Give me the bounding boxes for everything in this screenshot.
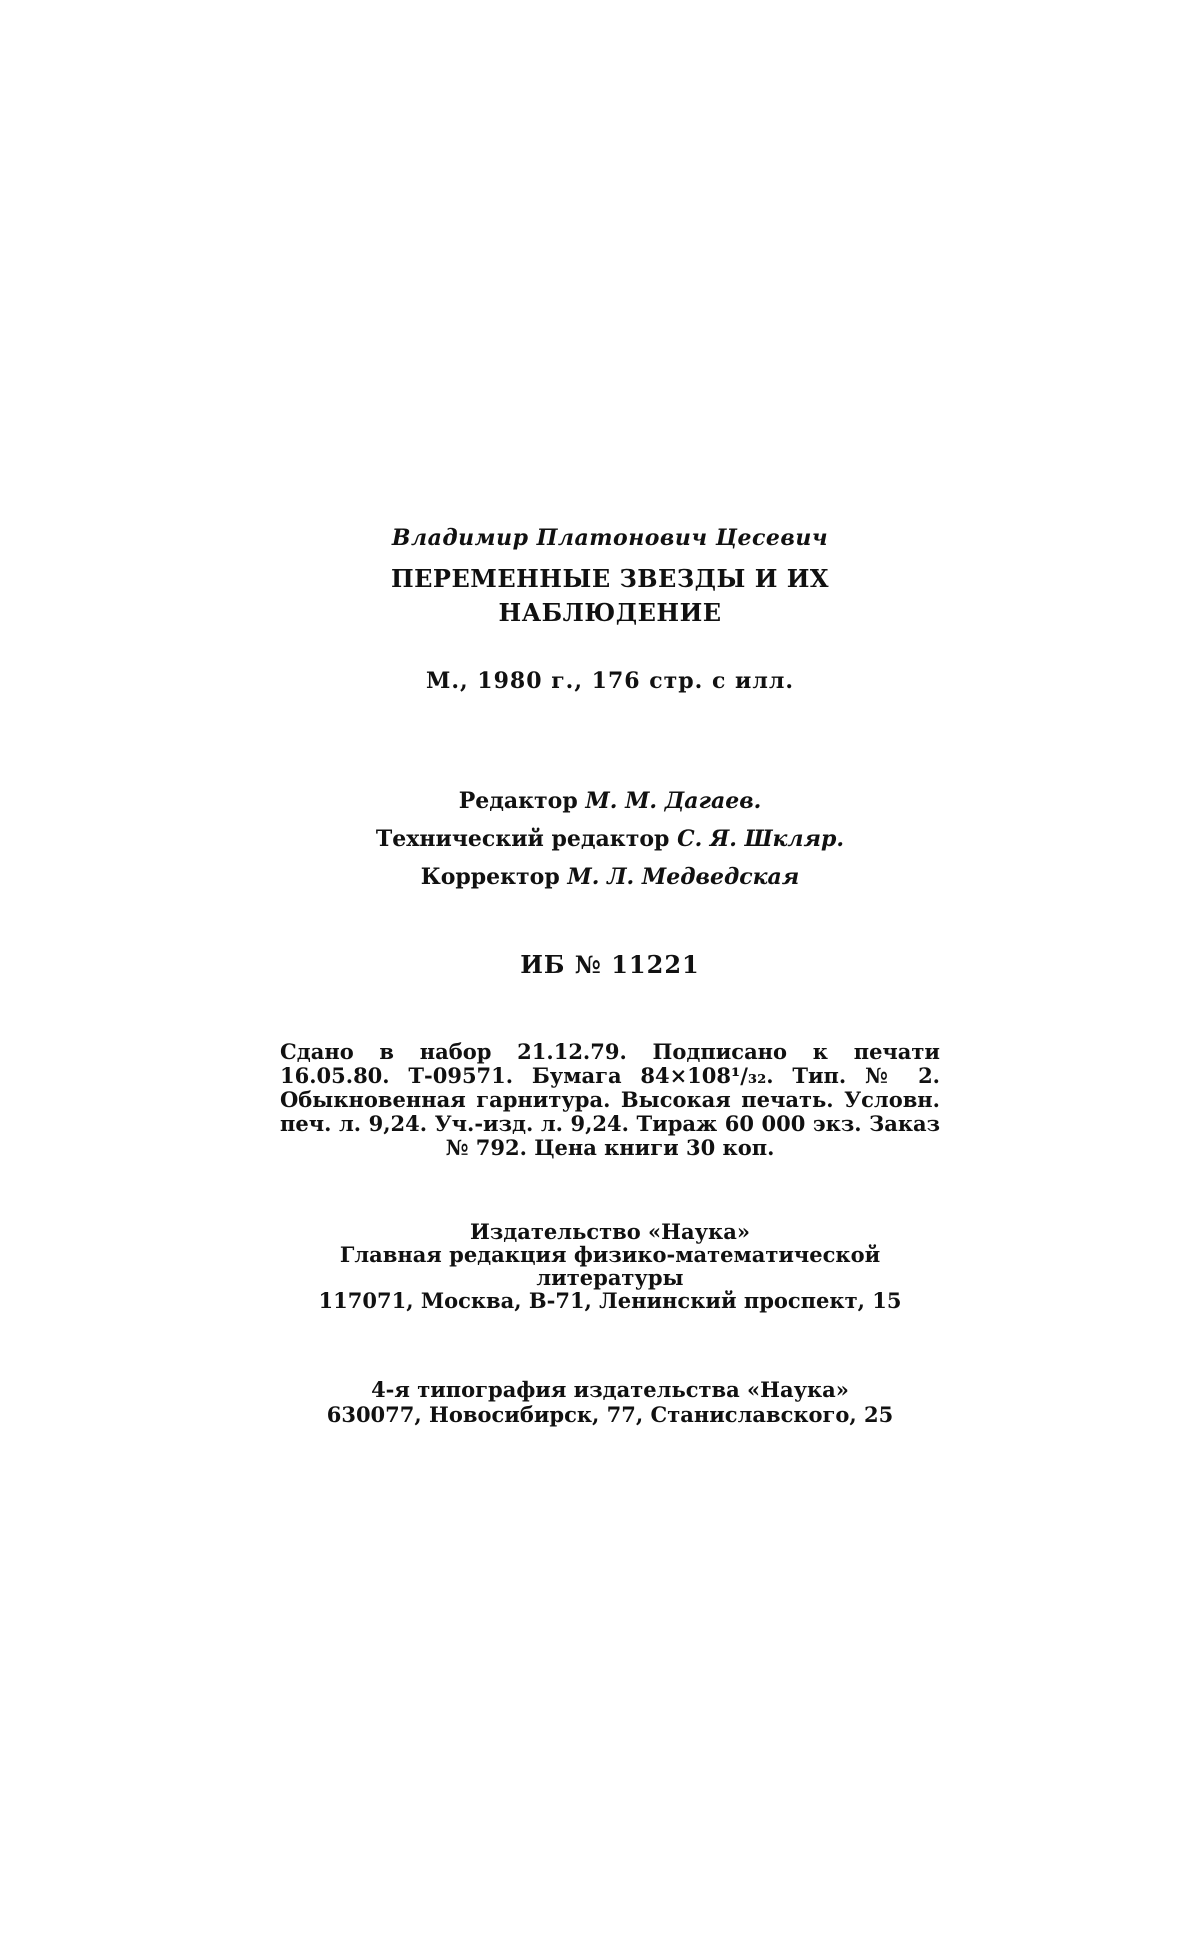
staff-editor [280,782,940,820]
publisher-division: Главная редакция физико-математической [339,1242,881,1267]
book-title [280,562,940,630]
staff-proofreader-role: Корректор [420,864,560,890]
imprint-line: М., 1980 г., 176 стр. с илл. [425,668,795,694]
staff-proofreader-name: М. Л. Медведская [567,864,800,890]
book-title-line-2: НАБЛЮДЕНИЕ [498,598,722,627]
staff-tech-editor-role: Технический редактор [375,826,670,852]
printing-house-info [280,1377,940,1427]
publisher-info [280,1220,940,1312]
staff-proofreader [280,858,940,896]
publisher-division-cont: литературы [536,1265,684,1290]
printing-house-name: 4-я типография издательства «Наука» [371,1377,849,1402]
staff-tech-editor [280,820,940,858]
publisher-name: Издательство «Наука» [470,1219,750,1244]
printing-details: Сдано в набор 21.12.79. Подписано к печати 16.05.80. Т-09571. Бумага 84×108¹/₃₂. Тип. № 2. Обыкновенная гарнитура. Высокая печать. Условн. печ. л. 9,24. Уч.-изд. л. 9,24. Тираж 60 000 экз. Заказ № 792. Цена книги 30 коп. [280,1039,940,1160]
ib-number: ИБ № 11221 [520,950,700,979]
staff-tech-editor-name: С. Я. Шкляр. [677,826,845,852]
staff-credits [280,782,940,896]
book-title-line-1: ПЕРЕМЕННЫЕ ЗВЕЗДЫ И ИХ [390,564,830,593]
staff-editor-role: Редактор [458,788,578,814]
author-name: Владимир Платонович Цесевич [391,525,829,551]
publisher-address: 117071, Москва, В-71, Ленинский проспект, 15 [318,1288,902,1313]
staff-editor-name: М. М. Дагаев. [585,788,762,814]
printing-house-address: 630077, Новосибирск, 77, Станиславского, 25 [326,1402,894,1427]
